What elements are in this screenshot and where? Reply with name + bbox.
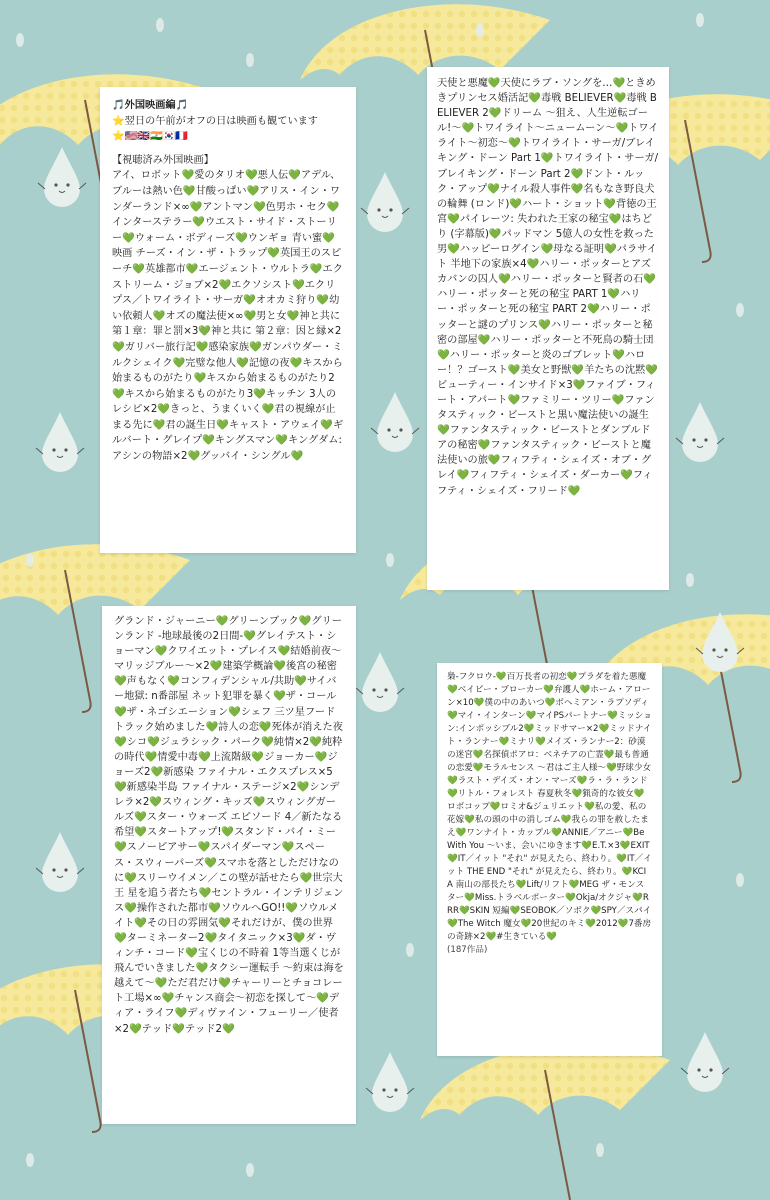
foreign-films-card-3 bbox=[102, 606, 356, 1124]
raindrop-character-illustration bbox=[356, 652, 404, 712]
film-list-text: アイ、ロボット💚愛のタリオ💚悪人伝💚アデル、ブルーは熱い色💚甘酸っぱい💚アリス・イン・ワンダーランド×∞💚アントマン💚色男ホ・セク💚インターステラー💚ウエスト・サイド・ストーリー💚ウォーム・ボディーズ💚ウンギョ 青い蜜💚映画 チーズ・イン・ザ・トラップ💚英国王のスピーチ💚英雄都市💚エージェント・ウルトラ💚エクストリーム・ジョブ×2💚エクソシスト💚エクリプス／トワイライト・サーガ💚オオカミ狩り💚幼い依頼人💚オズの魔法使×∞💚男と女💚神と共に 第１章：罪と罰×3💚神と共に 第２章：因と縁×2💚ガリバー旅行記💚感染家族💚ガンパウダー・ミルクシェイク💚完璧な他人💚記憶の夜💚キスから始まるものがたり💚キスから始まるものがたり2💚キスから始まるものがたり3💚キッチン 3人のレシピ×2💚きっと、うまくいく💚君の視線が止まる先に💚君の誕生日💚キャスト・アウェイ💚ギルバート・グレイプ💚キングスマン💚キングダム: アシンの物語×2💚グッバイ・シングル💚 bbox=[112, 170, 346, 463]
watched-section-label: 【視聴済み外国映画】 bbox=[112, 154, 214, 166]
umbrella-illustration bbox=[420, 1044, 670, 1200]
section-title: 🎵外国映画編🎵 bbox=[112, 100, 189, 111]
foreign-films-card-2 bbox=[427, 67, 669, 590]
raindrop-character-illustration bbox=[676, 402, 724, 462]
film-count: (187作品) bbox=[447, 945, 488, 955]
film-list-text: グランド・ジャーニー💚グリーンブック💚グリーンランド -地球最後の2日間-💚グレイテスト・ショーマン💚クワイエット・プレイス💚結婚前夜〜マリッジブルー〜×2💚建築学概論💚後宮の秘密💚声もなく💚コンフィデンシャル/共助💚サイバー地獄: n番部屋 ネット犯罪を暴く💚ザ・コール💚ザ・ネゴシエーション💚シェフ 三ツ星フードトラック始めました💚詩人の恋💚死体が消えた夜💚シコ💚ジュラシック・パーク💚純情×2💚純粋の時代💚情愛中毒💚上流階級💚ジョーカー💚ジョーズ2💚新感染 ファイナル・エクスプレス×5💚新感染半島 ファイナル・ステージ×2💚シンデレラ×2💚スウィング・キッズ💚スウィングガールズ💚スター・ウォーズ エピソード 4／新たなる希望💚スタートアップ!💚スタンド・バイ・ミー💚スノーピアサー💚スパイダーマン💚スペース・スウィーパーズ💚スマホを落としただけなのに💚スリーウイメン／この壁が話せたら💚世宗大王 星を追う者たち💚セントラル・インテリジェンス💚操作された都市💚ソウルへGO!!💚ソウルメイト💚その日の雰囲気💚それだけが、僕の世界💚ターミネーター2💚タイタニック×3💚ダ・ヴィンチ・コード💚宝くじの不時着 1等当選くじが飛んでいきました💚タクシー運転手 〜約束は海を越えて〜💚ただ君だけ💚チャーリーとチョコレート工場×∞💚チャンス商会〜初恋を探して〜💚ディア・ライフ💚ディヴァイン・フューリー／使者×2💚テッド💚テッド2💚 bbox=[114, 616, 344, 1035]
raindrop-character-illustration bbox=[681, 1032, 729, 1092]
flags-row: ⭐🇺🇸🇬🇧🇮🇳🇰🇷🇫🇷 bbox=[112, 131, 189, 143]
raindrop-character-illustration bbox=[38, 147, 86, 207]
raindrop-character-illustration bbox=[36, 832, 84, 892]
raindrop-character-illustration bbox=[371, 392, 419, 452]
foreign-films-card-4 bbox=[437, 663, 662, 1056]
raindrop-character-illustration bbox=[36, 412, 84, 472]
film-list-text: 天使と悪魔💚天使にラブ・ソングを…💚ときめきプリンセス婚活記💚毒戦 BELIEVER💚毒戦 BELIEVER 2💚ドリーム 〜狙え、人生逆転ゴール!〜💚トワイライト〜ニュームーン〜💚トワイライト〜初恋〜💚トワイライト・サーガ/ブレイキング・ドーン Part 1💚トワイライト・サーガ/ブレイキング・ドーン Part 2💚ドント・ルック・アップ💚ナイル殺人事件💚名もなき野良犬の輪舞 (ロンド)💚ハート・ショット💚背徳の王宮💚パイレーツ: 失われた王家の秘宝💚はちどり (字幕版)💚パッドマン 5億人の女性を救った男💚ハッピーログイン💚母なる証明💚パラサイト 半地下の家族×4💚ハリー・ポッターとアズカバンの囚人💚ハリー・ポッターと賢者の石💚ハリー・ポッターと死の秘宝 PART 1💚ハリー・ポッターと死の秘宝 PART 2💚ハリー・ポッターと謎のプリンス💚ハリー・ポッターと秘密の部屋💚ハリー・ポッターと不死鳥の騎士団💚ハリー・ポッターと炎のゴブレット💚ハロー！？ゴースト💚美女と野獣💚羊たちの沈黙💚ビューティー・インサイド×3💚ファイブ・フィート・アパート💚ファミリー・ツリー💚ファンタスティック・ビーストと黒い魔法使いの誕生💚ファンタスティック・ビーストとダンブルドアの秘密💚ファンタスティック・ビーストと魔法使いの旅💚フィフティ・シェイズ・オブ・グレイ💚フィフティ・シェイズ・ダーカー💚フィフティ・シェイズ・フリード💚 bbox=[437, 78, 659, 497]
raindrop-character-illustration bbox=[366, 1052, 414, 1112]
foreign-films-card-1 bbox=[100, 87, 356, 553]
raindrop-character-illustration bbox=[361, 172, 409, 232]
subtitle-text: ⭐翌日の午前がオフの日は映画も観ています bbox=[112, 115, 318, 127]
film-list-text: 梟-フクロウ-💚百万長者の初恋💚プラダを着た悪魔💚ベイビー・ブローカー💚弁護人💚ホーム・アローン×10💚僕の中のあいつ💚ボヘミアン・ラプソディ💚マイ・インターン💚マイPSパートナー💚ミッション:インポッシブル2💚ミッドサマー×2💚ミッドナイト・ランナー💚ミナリ💚メイズ・ランナー2：砂漠の迷宮💚名探偵ポアロ：ベネチアの亡霊💚最も普通の恋愛💚モラルセンス 〜君はご主人様〜💚野球少女💚ラスト・デイズ・オン・マーズ💚ラ・ラ・ランド💚リトル・フォレスト 春夏秋冬💚猟奇的な彼女💚ロボコップ💚ロミオ&ジュリエット💚私の愛、私の花嫁💚私の頭の中の消しゴム💚我らの罪を赦したまえ💚ワンナイト・カップル💚ANNIE／アニー💚Be With You 〜いま、会いにゆきます💚E.T.×3💚EXIT💚IT／イット "それ" が見えたら、終わり。💚IT／イット THE END "それ" が見えたら、終わり。💚KCIA 南山の部長たち💚Lift/リフト💚MEG ザ・モンスター💚Miss.トラベルポーター💚Okja/オクジャ💚RRR💚SKIN 短編💚SEOBOK／ソボク💚SPY／スパイ💚The Witch 魔女💚20世紀のキミ💚2012💚7番房の奇跡×2💚#生きている💚 bbox=[447, 672, 652, 942]
